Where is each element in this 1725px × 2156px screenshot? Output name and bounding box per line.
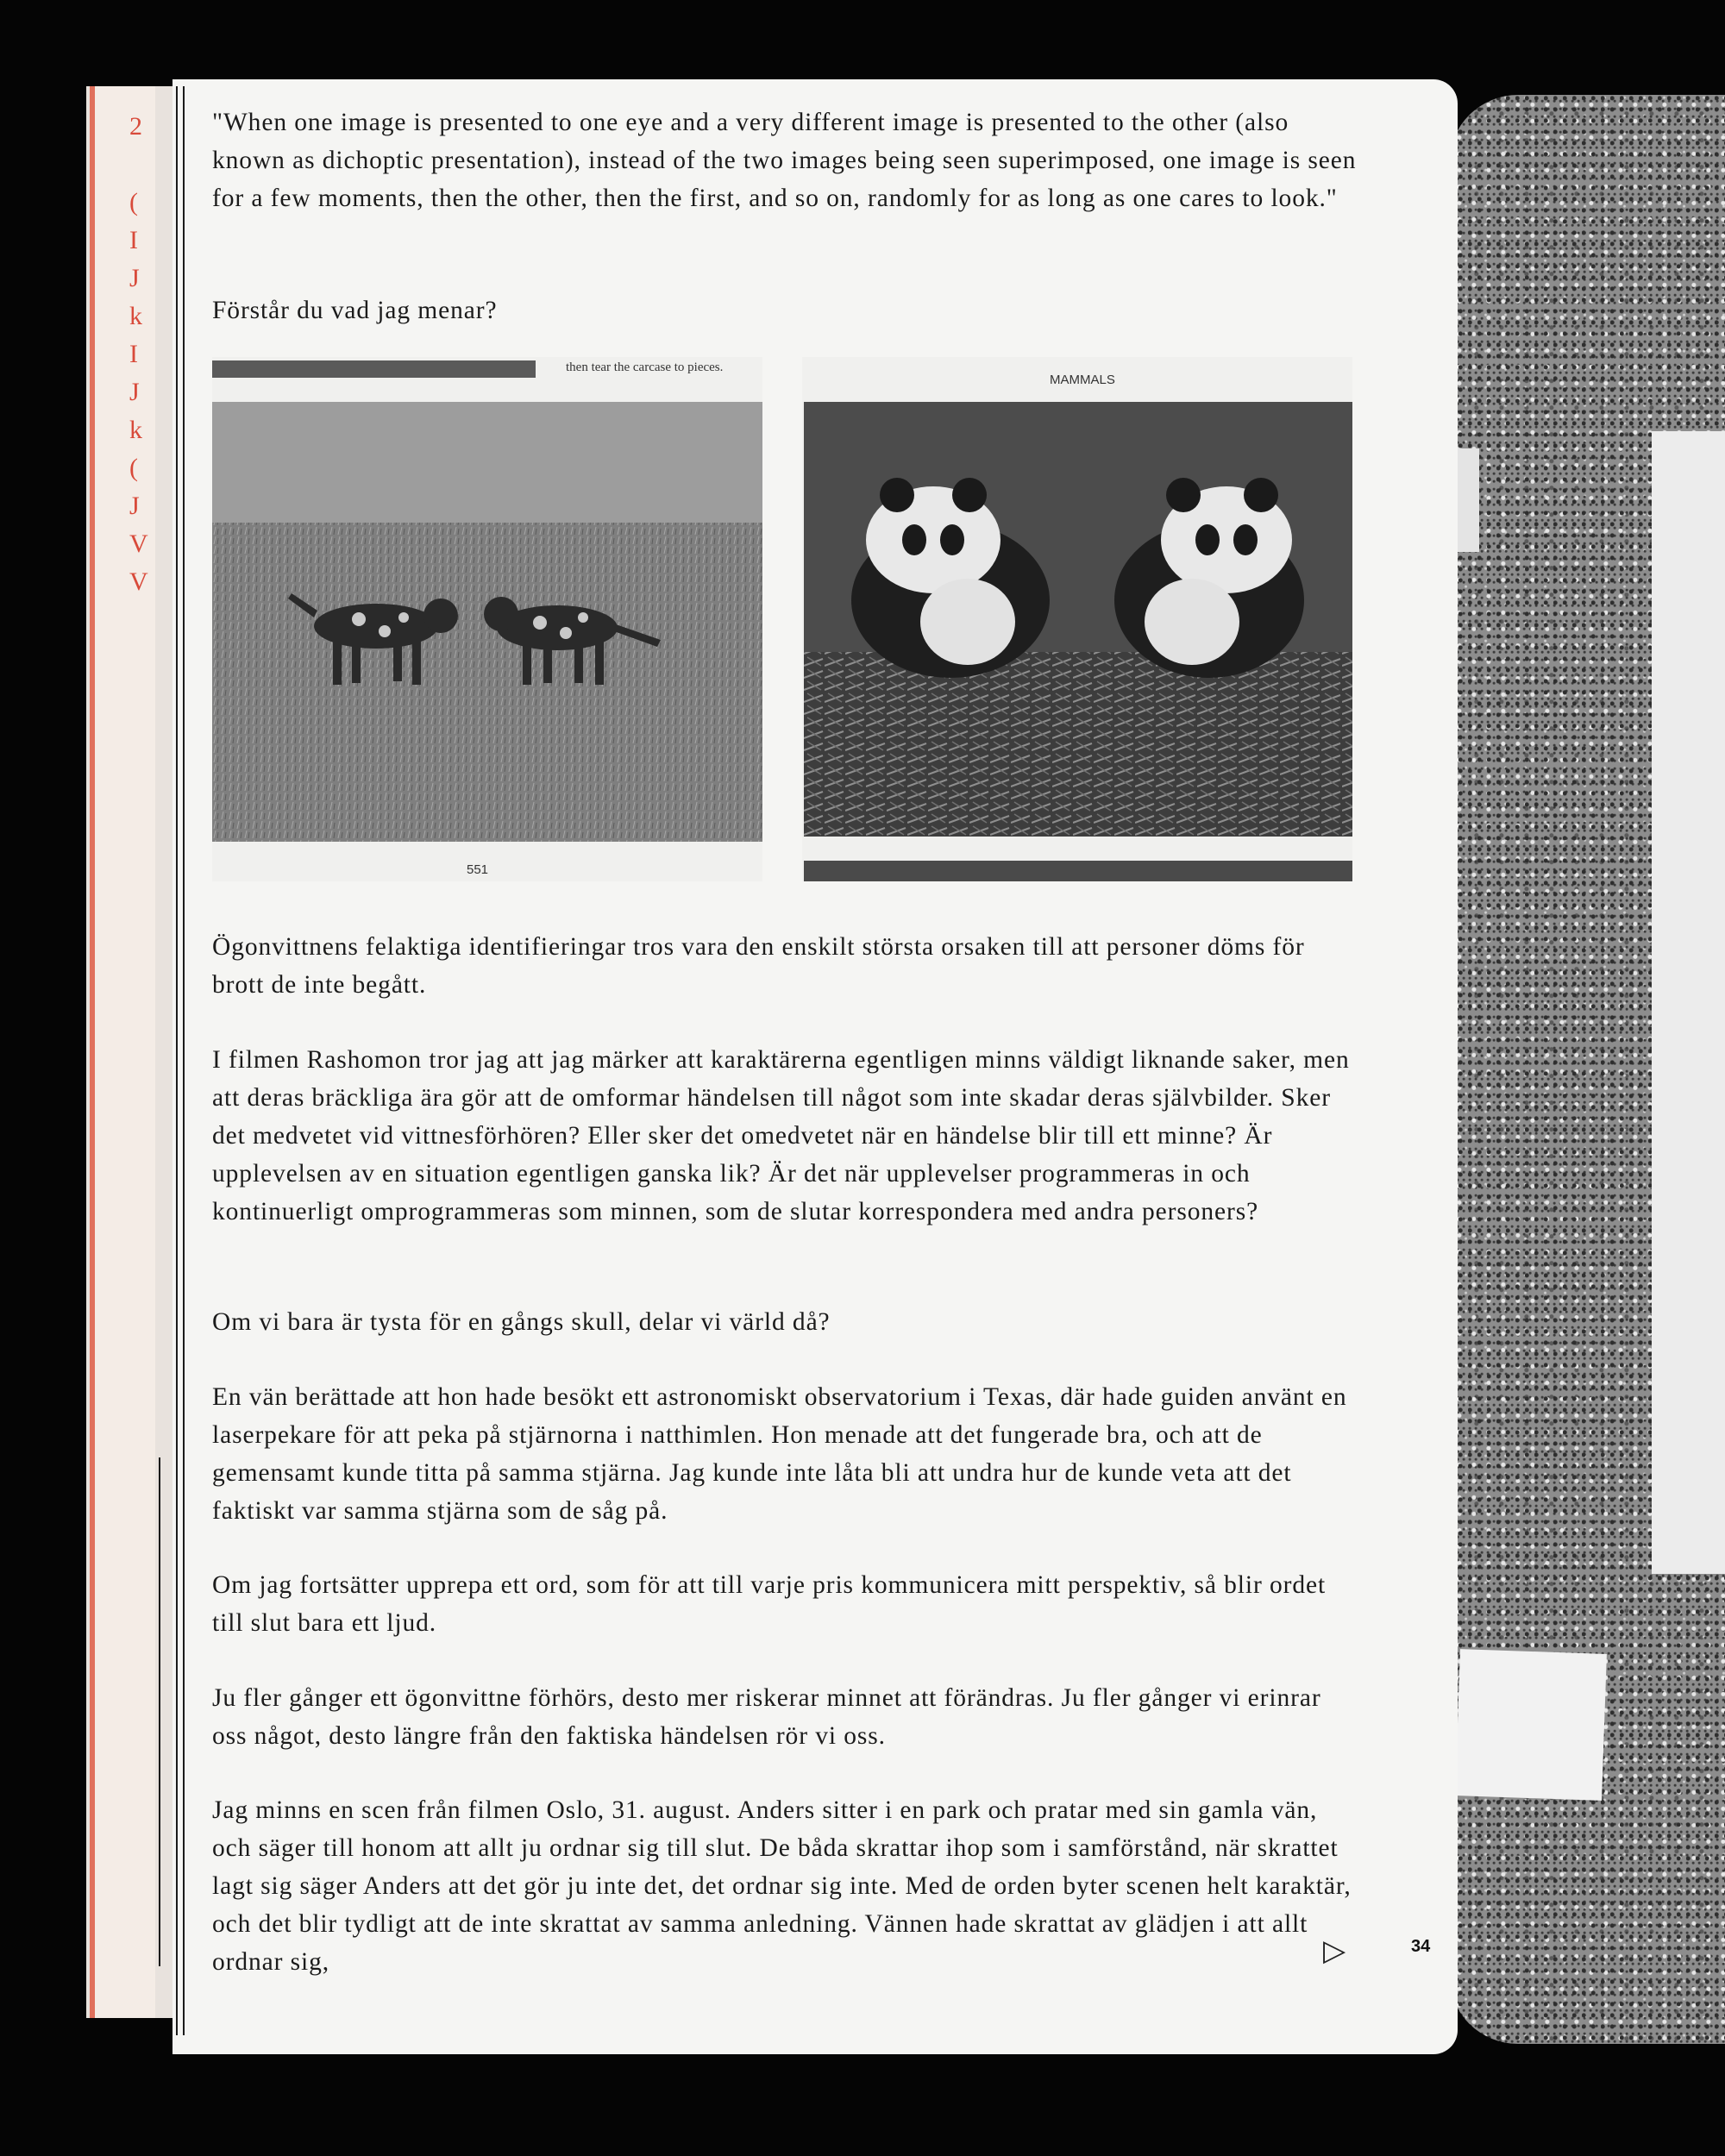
figure-page-number: 551 — [467, 862, 489, 877]
facing-glyph: V — [129, 530, 148, 558]
page-edge-rule — [159, 1457, 160, 1966]
paragraph-block — [212, 1791, 1359, 1981]
facing-glyph: I — [129, 226, 138, 254]
paragraph-block — [212, 1303, 1359, 1341]
paper-tab — [1458, 448, 1479, 552]
page-edge-rule — [183, 86, 185, 2035]
previous-photo-strip — [212, 360, 536, 378]
paragraph-block — [212, 1566, 1359, 1642]
body-paragraph: En vän berättade att hon hade besökt ett astronomiskt observatorium i Texas, där hade guiden använt en laserpekare för att peka på stjärnorna i natthimlen. Hon menade att det fungerade bra, och att de gemensamt kunde titta på samma stjärna. Jag kunde inte låta bli att undra hur de kunde veta att det faktiskt var samma stjärna som de såg på. — [212, 1383, 1347, 1525]
facing-glyph: V — [129, 567, 148, 596]
question-text: Förstår du vad jag menar? — [212, 297, 498, 324]
figure-header: MAMMALS — [1050, 373, 1115, 387]
paragraph-block — [212, 928, 1359, 1004]
paragraph-block — [212, 1679, 1359, 1755]
figure-caption-top: then tear the carcase to pieces. — [566, 360, 724, 374]
question-block — [212, 291, 1359, 329]
pandas-photo — [804, 402, 1352, 837]
wild-dogs-photo — [212, 402, 762, 842]
page-number: 34 — [1411, 1937, 1431, 1956]
figure-wild-dogs — [212, 357, 762, 881]
intro-quote-block — [212, 103, 1359, 217]
intro-quote: "When one image is presented to one eye and a very different image is presented to the other (also known as dichoptic presentation), instead of the two images being seen superimposed, one image is seen for a few moments, then the other, then the first, and so on, randomly for as long as one cares to look." — [212, 109, 1357, 212]
body-paragraph: Jag minns en scen från filmen Oslo, 31. august. Anders sitter i en park och pratar med sin gamla vän, och säger till honom att allt ju ordnar sig till slut. De båda skrattar ihop som i samförstånd, när skrattet lagt sig säger Anders att det gör ju inte det, det ordnar sig inte. Med de orden byter scenen helt karaktär, och det blir tydligt att de inte skrattat av samma anledning. Vännen hade skrattat av glädjen i att allt ordnar sig, — [212, 1796, 1352, 1976]
body-paragraph: Ögonvittnens felaktiga identifieringar tros vara den enskilt största orsaken till att personer döms för brott de inte begått. — [212, 933, 1305, 999]
facing-glyph: k — [129, 302, 142, 330]
paragraph-block — [212, 1378, 1359, 1530]
facing-page-edge — [90, 86, 155, 2018]
paper-sheet-right — [1652, 431, 1725, 1574]
figure-pandas — [802, 357, 1352, 881]
continue-arrow-icon: ▷ — [1323, 1934, 1346, 1968]
next-photo-strip — [804, 861, 1352, 881]
facing-glyph: J — [129, 378, 140, 406]
facing-glyph: ( — [129, 454, 138, 482]
paper-slip — [1455, 1649, 1607, 1801]
body-paragraph: Ju fler gånger ett ögonvittne förhörs, desto mer riskerar minnet att förändras. Ju fler gånger vi erinrar oss något, desto längre från den faktiska händelsen rör vi oss. — [212, 1684, 1321, 1750]
facing-glyph: k — [129, 416, 142, 444]
body-paragraph: Om jag fortsätter upprepa ett ord, som för att till varje pris kommunicera mitt perspektiv, så blir ordet till slut bara ett ljud. — [212, 1571, 1327, 1637]
facing-glyph: ( — [129, 188, 138, 216]
facing-glyph: J — [129, 264, 140, 292]
facing-glyph: I — [129, 340, 138, 368]
body-paragraph: I filmen Rashomon tror jag att jag märker att karaktärerna egentligen minns väldigt liknande saker, men att deras bräckliga ära gör att de omformar händelsen till något som inte skadar deras självbilder. Sker det medvetet vid vittnesförhören? Eller sker det omedvetet när en händelse blir till ett minne? Är upplevelsen av en situation egentligen ganska lik? Är det när upplevelser programmeras in och kontinuerligt omprogrammeras som minnen, som de slutar korrespondera med andra personers? — [212, 1046, 1350, 1225]
pandas-illustration — [804, 402, 1352, 837]
body-paragraph: Om vi bara är tysta för en gångs skull, delar vi värld då? — [212, 1308, 831, 1336]
page-edge-rule — [176, 86, 178, 2035]
facing-glyph: 2 — [129, 112, 142, 141]
paragraph-block — [212, 1041, 1359, 1231]
facing-glyph: J — [129, 492, 140, 520]
wild-dogs-illustration — [212, 402, 762, 842]
